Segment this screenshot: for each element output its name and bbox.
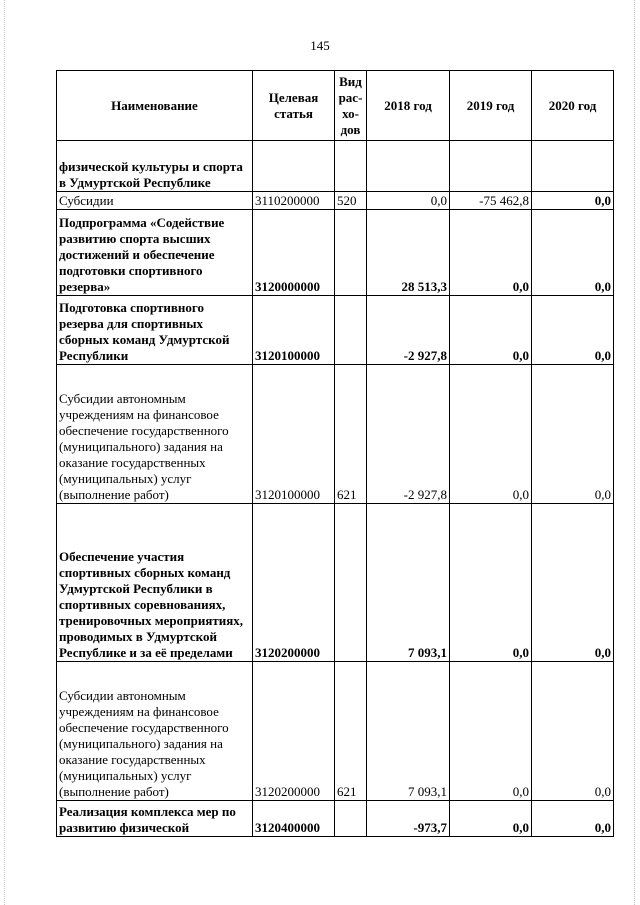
row-name: Подпрограмма «Содействие развитию спорта высших достижений и обеспечение подготовки спортивного резерва» [57,210,253,296]
row-name: Реализация комплекса мер по развитию физической [57,801,253,837]
table-row [57,141,614,192]
row-target: 3120100000 [253,365,335,504]
table-row [57,504,614,662]
row-2019: 0,0 [450,365,532,504]
budget-table [56,70,614,837]
row-target: 3120200000 [253,504,335,662]
row-2018: -2 927,8 [367,296,450,365]
header-row [57,71,614,141]
scan-edge-left [4,0,5,905]
table-row [57,365,614,504]
row-type [335,504,367,662]
row-2020: 0,0 [532,365,614,504]
table-row [57,296,614,365]
row-2018 [367,141,450,192]
row-2020: 0,0 [532,210,614,296]
row-2019: 0,0 [450,296,532,365]
page-number: 145 [310,38,330,53]
header-type: Вид рас-хо-дов [335,71,367,141]
row-2018: 0,0 [367,192,450,210]
row-2019: 0,0 [450,210,532,296]
row-type: 621 [335,662,367,801]
row-2018: 7 093,1 [367,662,450,801]
row-2020: 0,0 [532,192,614,210]
header-2019: 2019 год [450,71,532,141]
header-2018: 2018 год [367,71,450,141]
table-row [57,801,614,837]
row-type [335,296,367,365]
row-type: 621 [335,365,367,504]
row-name: Подготовка спортивного резерва для спортивных сборных команд Удмуртской Республики [57,296,253,365]
row-target [253,141,335,192]
row-target: 3120400000 [253,801,335,837]
row-name: Обеспечение участия спортивных сборных команд Удмуртской Республики в спортивных соревнованиях, тренировочных мероприятиях, проводимых в Удмуртской Республике и за её пределами [57,504,253,662]
row-target: 3110200000 [253,192,335,210]
row-2018: -973,7 [367,801,450,837]
row-2020: 0,0 [532,801,614,837]
table-row [57,662,614,801]
table-row [57,192,614,210]
header-name: Наименование [57,71,253,141]
row-type: 520 [335,192,367,210]
row-name: физической культуры и спорта в Удмуртской Республике [57,141,253,192]
row-name: Субсидии [57,192,253,210]
table-row [57,210,614,296]
row-name: Субсидии автономным учреждениям на финансовое обеспечение государственного (муниципального) задания на оказание государственных (муниципальных) услуг (выполнение работ) [57,365,253,504]
header-target: Целевая статья [253,71,335,141]
row-target: 3120000000 [253,210,335,296]
scan-edge-right [634,0,635,905]
row-2019 [450,141,532,192]
row-2020: 0,0 [532,296,614,365]
row-2018: 28 513,3 [367,210,450,296]
row-target: 3120100000 [253,296,335,365]
row-type [335,801,367,837]
header-2020: 2020 год [532,71,614,141]
row-2019: 0,0 [450,801,532,837]
row-type [335,210,367,296]
row-2018: -2 927,8 [367,365,450,504]
row-2019: -75 462,8 [450,192,532,210]
row-type [335,141,367,192]
row-2019: 0,0 [450,662,532,801]
row-2020 [532,141,614,192]
row-2019: 0,0 [450,504,532,662]
row-2020: 0,0 [532,504,614,662]
row-name: Субсидии автономным учреждениям на финансовое обеспечение государственного (муниципального) задания на оказание государственных (муниципальных) услуг (выполнение работ) [57,662,253,801]
row-2020: 0,0 [532,662,614,801]
row-2018: 7 093,1 [367,504,450,662]
row-target: 3120200000 [253,662,335,801]
